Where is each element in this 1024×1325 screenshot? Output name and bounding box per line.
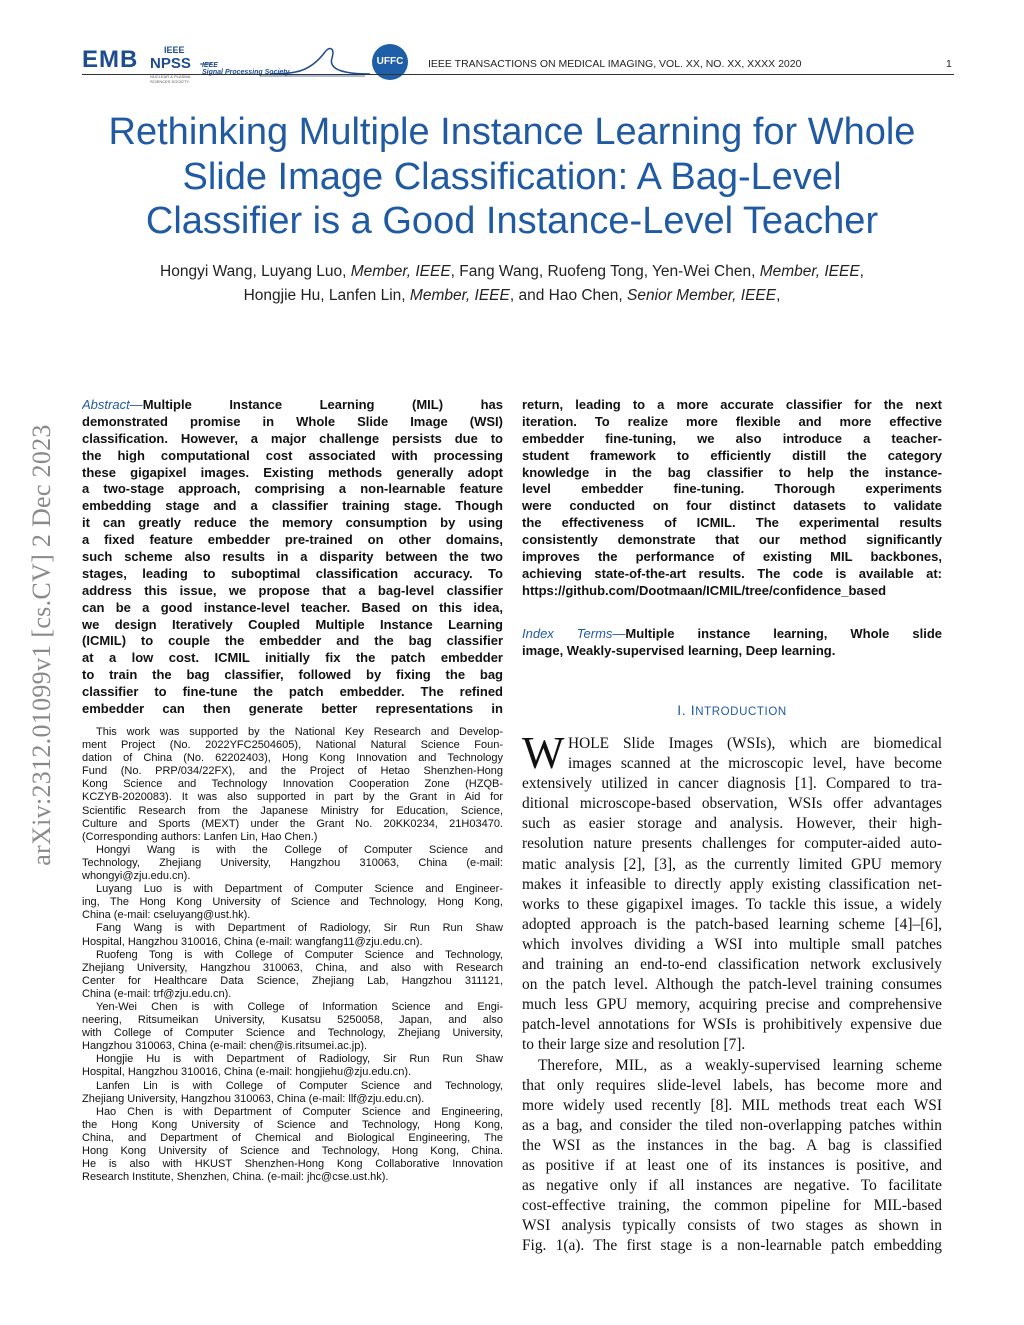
intro-line: which involves dividing a WSI into multiple small patches (522, 935, 942, 953)
footnote-line: Technology, Zhejiang University, Hangzhou 310063, China (e-mail: (82, 856, 503, 869)
arxiv-identifier: arXiv:2312.01099v1 [cs.CV] 2 Dec 2023 (27, 424, 56, 866)
title-line: Slide Image Classification: A Bag-Level (182, 155, 842, 198)
intro-line: matic analysis [2], [3], as the currently limited GPU memory (522, 855, 942, 873)
abstract-line: embedder fine-tuning, we also introduce a teacher- (522, 430, 942, 446)
footnote-line: neering, Ritsumeikan University, Kusatsu 5250058, Japan, and also (82, 1014, 503, 1027)
abstract-line: were conducted on four distinct datasets to validate (522, 498, 942, 514)
intro-line: Therefore, MIL, as a weakly-supervised learning scheme (538, 1056, 942, 1074)
intro-line: to their large size and resolution [7]. (522, 1036, 746, 1054)
author-line-2: Hongjie Hu, Lanfen Lin, Member, IEEE, and Hao Chen, Senior Member, IEEE, (243, 287, 781, 304)
abstract-line: we design Iteratively Coupled Multiple Instance Learning (82, 616, 503, 632)
abstract-line: these gigapixel images. Existing methods generally adopt (82, 464, 503, 480)
intro-line: the WSI as the instances in the bag. A bag is classified (522, 1136, 942, 1154)
abstract-line: return, leading to a more accurate classifier for the next (522, 397, 942, 412)
abstract-line: such scheme also results in a disparity between the two (82, 549, 503, 565)
abstract-line: classification. However, a major challenge persists due to (82, 430, 503, 446)
author-list (60, 260, 964, 308)
intro-line: more widely used recently [8]. MIL methods treat each WSI (522, 1096, 942, 1114)
header-divider (82, 74, 954, 75)
abstract-line: achieving state-of-the-art results. The code is available at: (522, 565, 942, 581)
footnote-line: whongyi@zju.edu.cn). (82, 870, 191, 883)
footnote-line: China (e-mail: cseluyang@ust.hk). (82, 909, 251, 922)
footnote-line: China, and Department of Chemical and Biological Engineering, The (82, 1131, 503, 1144)
footnote-line: Hong Kong University of Science and Technology, Hong Kong, China. (82, 1145, 503, 1157)
abstract-line: (ICMIL) to couple the embedder and the bag classifier (82, 633, 503, 649)
footnote-line: ing, The Hong Kong University of Science and Technology, Hong Kong, (82, 896, 503, 909)
emb-logo: EMB (82, 46, 139, 73)
footnote-line: Fang Wang is with Department of Radiology, Sir Run Run Shaw (96, 922, 503, 935)
footnote-line: He is also with HKUST Shenzhen-Hong Kong Collaborative Innovation (82, 1158, 503, 1171)
page-number: 1 (946, 58, 952, 70)
npss-text: NPSS (150, 55, 191, 72)
footnote-line: Ruofeng Tong is with College of Computer Science and Technology, (96, 948, 503, 961)
footnote-line: Research Institute, Shenzhen, China. (e-mail: jhc@cse.ust.hk). (82, 1171, 389, 1184)
drop-cap: W (522, 728, 565, 778)
abstract-line: can be a good instance-level teacher. Based on this idea, (82, 599, 503, 615)
footnote-line: China (e-mail: trf@zju.edu.cn). (82, 987, 232, 1000)
footnote-line: Hangzhou 310063, China (e-mail: chen@is.ritsumei.ac.jp). (82, 1040, 368, 1053)
abstract-line: https://github.com/Dootmaan/ICMIL/tree/confidence_based (522, 582, 887, 598)
intro-line: such as easier storage and analysis. However, their high- (522, 815, 942, 833)
footnote-line: Kong Science and Technology Innovation Cooperation Zone (HZQB- (82, 778, 503, 791)
intro-line: on the patch level. Although the patch-level training consumes (522, 976, 942, 994)
section-heading: I. INTRODUCTION (677, 702, 787, 718)
abstract-line: level embedder fine-tuning. Thorough experiments (522, 481, 942, 497)
intro-line: works to these gigapixel images. To tackle this issue, a widely (522, 895, 942, 913)
abstract-line: address this issue, we propose that a bag-level classifier (82, 582, 503, 598)
footnote-line: Hongyi Wang is with the College of Computer Science and (96, 843, 503, 856)
footnote-line: Zhejiang University, Hangzhou 310063, China, and also with Research (82, 961, 503, 974)
abstract-line: student framework to efficiently distill the category (522, 447, 942, 463)
footnote-line: Hospital, Hangzhou 310016, China (e-mail: wangfang11@zju.edu.cn). (82, 935, 423, 948)
footnote-line: Lanfen Lin is with College of Computer Science and Technology, (96, 1079, 503, 1092)
intro-line: as a bag, and consider the tiled non-overlapping patches within (522, 1116, 942, 1134)
index-terms-line: image, Weakly-supervised learning, Deep learning. (522, 642, 836, 658)
intro-line: WSI analysis typically consists of two stages as shown in (522, 1217, 942, 1235)
abstract-label: Abstract— (82, 397, 143, 412)
author-line-1: Hongyi Wang, Luyang Luo, Member, IEEE, Fang Wang, Ruofeng Tong, Yen-Wei Chen, Member, IEEE, (160, 263, 864, 280)
npss-ieee-text: IEEE (164, 45, 185, 55)
intro-line: patch-level annotations for WSIs is prohibitively expensive due (522, 1016, 942, 1034)
abstract-line: embedding stage and a classifier training stage. Though (82, 498, 503, 514)
abstract-line: iteration. To realize more flexible and more effective (522, 413, 942, 429)
intro-line: Fig. 1(a). The first stage is a non-learnable patch embedding (522, 1237, 942, 1255)
abstract-line: stages, leading to suboptimal classification accuracy. To (82, 565, 503, 581)
index-terms-line: Index Terms—Multiple instance learning, Whole slide (522, 626, 942, 641)
intro-line: as positive if at least one of its instances is positive, and (522, 1156, 942, 1174)
footnote-line: Luyang Luo is with Department of Computer Science and Engineer- (96, 883, 503, 896)
abstract-line: a fixed feature embedder pre-trained on other domains, (82, 532, 503, 548)
title-line: Rethinking Multiple Instance Learning for Whole (108, 111, 916, 153)
index-terms-label: Index Terms— (522, 626, 626, 641)
abstract-line: Abstract—Multiple Instance Learning (MIL) has (82, 397, 503, 412)
abstract-line: demonstrated promise in Whole Slide Image (WSI) (82, 413, 503, 429)
footnote-line: KCZYB-2020083). It was also supported in part by the Grant in Aid for (82, 791, 503, 804)
footnote-line: This work was supported by the National Key Research and Develop- (96, 726, 503, 738)
intro-line: cost-effective training, the common pipeline for MIL-based (522, 1197, 942, 1215)
footnotes (82, 726, 503, 1184)
abstract-line: consistently demonstrate that our method significantly (522, 532, 942, 548)
intro-line: and training an end-to-end classification network exclusively (522, 956, 942, 974)
abstract-line: the high computational cost associated with processing (82, 447, 503, 463)
index-terms (522, 626, 942, 660)
sps-name-text: Signal Processing Society (202, 69, 290, 76)
abstract-line: improves the performance of existing MIL backbones, (522, 549, 942, 565)
introduction-text (522, 734, 942, 1256)
abstract-line: classifier to fine-tune the patch embedder. The refined (82, 684, 503, 700)
intro-line: makes it infeasible to directly apply existing classification net- (522, 875, 942, 893)
footnote-line: Zhejiang University, Hangzhou 310063, China (e-mail: llf@zju.edu.cn). (82, 1092, 425, 1105)
footnote-line: the Hong Kong University of Science and Technology, Hong Kong, (82, 1118, 503, 1131)
intro-line: images scanned at the microscopic level, have become (568, 755, 942, 773)
intro-line: ditional microscope-based observation, WSIs offer advantages (522, 795, 942, 813)
sps-logo (200, 44, 370, 84)
footnote-line: (Corresponding authors: Lanfen Lin, Hao Chen.) (82, 830, 318, 843)
abstract-line: a two-stage approach, comprising a non-learnable feature (82, 481, 503, 497)
footnote-line: Hongjie Hu is with Department of Radiology, Sir Run Run Shaw (96, 1053, 503, 1066)
journal-header: IEEE TRANSACTIONS ON MEDICAL IMAGING, VOL. XX, NO. XX, XXXX 2020 (428, 58, 802, 70)
abstract-line: the effectiveness of ICMIL. The experimental results (522, 515, 942, 531)
intro-line: HOLE Slide Images (WSIs), which are biomedical (568, 735, 942, 752)
abstract-line: embedder can then generate better representations in (82, 701, 503, 717)
paper-title (60, 110, 964, 244)
footnote-line: Scientific Research from the Japanese Ministry for Education, Science, (82, 804, 503, 817)
intro-line: as negative only if all instances are negative. To facilitate (522, 1177, 942, 1195)
intro-line: that only requires slide-level labels, has become more and (522, 1076, 942, 1094)
footnote-line: Center for Healthcare Data Science, Zhejiang Lab, Hangzhou 311121, (82, 974, 503, 987)
intro-line: much less GPU memory, acquiring precise and comprehensive (522, 996, 942, 1014)
footnote-line: Yen-Wei Chen is with College of Information Science and Engi- (96, 1000, 503, 1013)
footnote-line: Hao Chen is with Department of Computer Science and Engineering, (96, 1105, 503, 1118)
abstract-line: to train the bag classifier, followed by fixing the bag (82, 667, 503, 683)
abstract-line: it can greatly reduce the memory consumption by using (82, 515, 503, 531)
abstract-right-column (522, 397, 942, 600)
title-line: Classifier is a Good Instance-Level Teacher (145, 200, 879, 242)
abstract-line: knowledge in the bag classifier to help the instance- (522, 464, 942, 480)
intro-line: resolution nature presents challenges for computer-aided auto- (522, 835, 942, 853)
footnote-line: Fund (No. PRP/034/22FX), and the Project of Hetao Shenzhen-Hong (82, 765, 503, 778)
sps-ieee-text: IEEE (202, 62, 218, 69)
intro-line: adopted approach is the patch-based learning scheme [4]–[6], (522, 915, 942, 933)
footnote-line: Culture and Sports (MEXT) under the Grant No. 20KK0234, 21H03470. (82, 817, 503, 830)
footnote-line: Hospital, Hangzhou 310016, China (e-mail: hongjiehu@zju.edu.cn). (82, 1066, 412, 1079)
footnote-line: dation of China (No. 62202403), Hong Kong Innovation and Technology (82, 752, 503, 765)
abstract-left-column (82, 397, 503, 718)
society-logos (82, 42, 422, 86)
sps-wave-icon (200, 44, 370, 84)
npss-subtitle: NUCLEAR & PLASMA SCIENCES SOCIETY (150, 74, 191, 84)
footnote-line: ment Project (No. 2022YFC2504605), National Natural Science Foun- (82, 739, 503, 752)
abstract-line: at a low cost. ICMIL initially fix the patch embedder (82, 650, 503, 666)
intro-line: extensively utilized in cancer diagnosis [1]. Compared to tra- (522, 775, 942, 793)
uffc-logo: UFFC (372, 44, 408, 80)
footnote-line: with College of Computer Science and Technology, Zhejiang University, (82, 1027, 503, 1040)
